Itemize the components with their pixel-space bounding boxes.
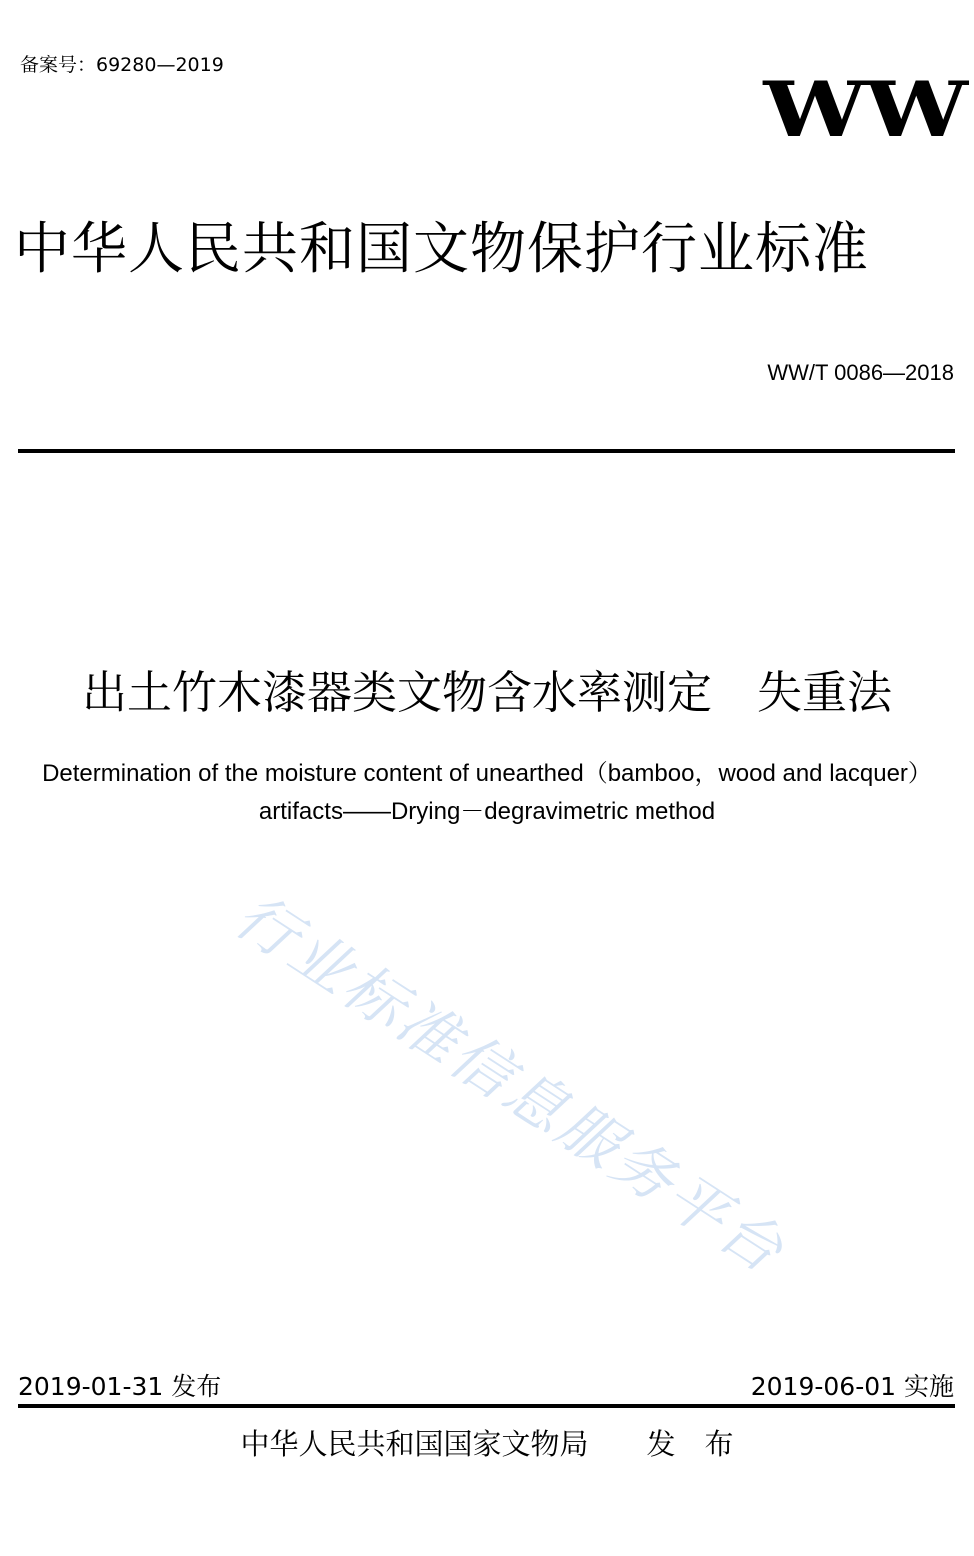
standard-code: WW/T 0086—2018	[767, 360, 954, 385]
record-number: 备案号：69280—2019	[20, 54, 224, 76]
issuing-authority: 中华人民共和国国家文物局 发 布	[240, 1427, 734, 1461]
standard-category-title: 中华人民共和国文物保护行业标准	[14, 217, 869, 282]
document-title-zh: 出土竹木漆器类文物含水率测定 失重法	[81, 666, 892, 719]
document-title-en: Determination of the moisture content of unearthed（bamboo，wood and lacquer）artifacts——Drying－degravimetric method	[42, 760, 932, 825]
implementation-date: 2019-06-01 实施	[750, 1372, 954, 1401]
issue-date: 2019-01-31 发布	[18, 1372, 222, 1401]
ww-logo: WW	[763, 65, 966, 154]
watermark: 行业标准信息服务平台	[222, 880, 798, 1289]
bottom-divider	[18, 1404, 955, 1408]
top-divider	[18, 449, 955, 453]
